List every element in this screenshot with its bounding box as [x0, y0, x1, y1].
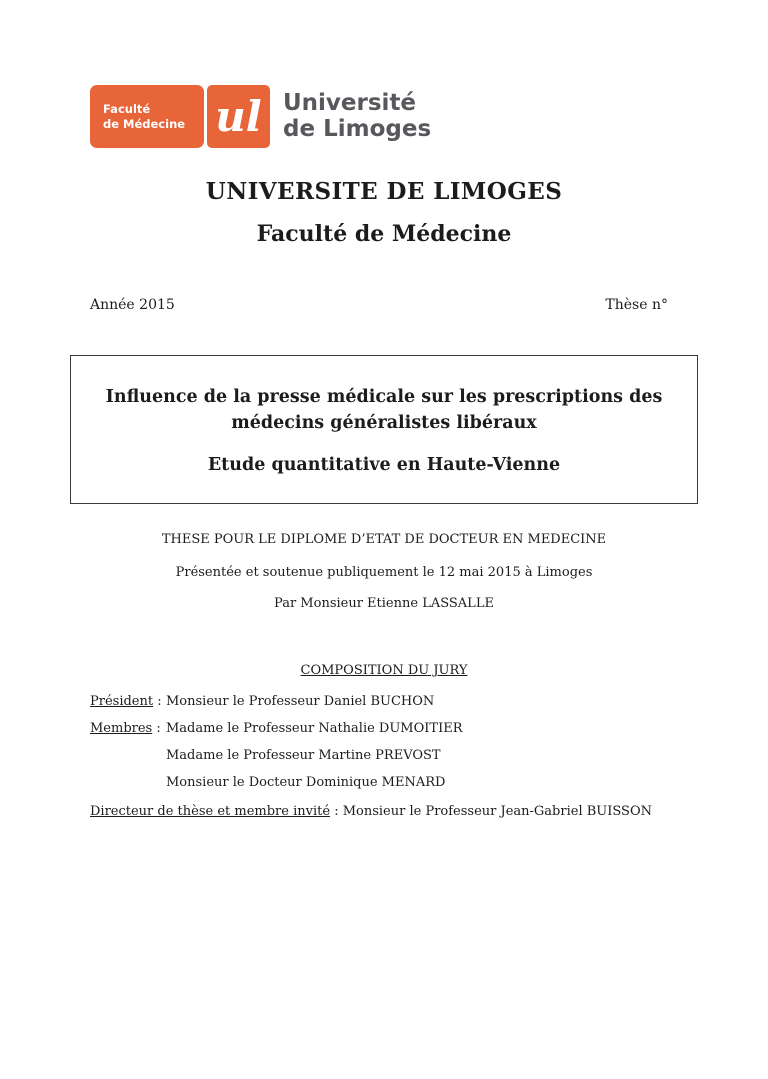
page-title: UNIVERSITE DE LIMOGES: [205, 178, 563, 205]
meta-row: [90, 297, 668, 313]
jury-label-spacer: [90, 748, 166, 765]
ul-monogram-icon: [207, 85, 270, 148]
thesis-number-label: Thèse n°: [605, 297, 668, 313]
jury-row-member: [90, 721, 698, 738]
thesis-cover-page: [0, 85, 768, 1079]
jury-director-label-text: Directeur de thèse et membre invité: [90, 803, 331, 819]
university-name-line1: Université: [283, 89, 417, 116]
ul-monogram-text: ul: [215, 91, 262, 141]
jury-member-name: Madame le Professeur Martine PREVOST: [166, 747, 441, 763]
jury-director-colon: :: [330, 803, 339, 819]
jury-members-label: [90, 721, 166, 738]
thesis-title-box: [70, 355, 698, 504]
jury-director-name: Monsieur le Professeur Jean-Gabriel BUISSON: [342, 803, 652, 819]
thesis-title-line2: Etude quantitative en Haute-Vienne: [207, 454, 561, 475]
jury-president-name: Monsieur le Professeur Daniel BUCHON: [166, 694, 435, 709]
year-label: Année 2015: [90, 297, 175, 313]
faculty-logo-line1: Faculté: [103, 101, 151, 116]
jury-row-member: [90, 775, 698, 792]
jury-list: [90, 694, 698, 819]
page-subtitle: Faculté de Médecine: [256, 221, 512, 247]
thesis-info: [0, 532, 768, 611]
jury-label-spacer: [90, 775, 166, 792]
jury-members-label-text: Membres: [90, 720, 153, 736]
thesis-author-line: Par Monsieur Etienne LASSALLE: [274, 596, 494, 611]
jury-member-name: Monsieur le Docteur Dominique MENARD: [166, 774, 446, 790]
thesis-diploma-line: THESE POUR LE DIPLOME D’ETAT DE DOCTEUR EN MEDECINE: [161, 532, 607, 547]
faculty-logo-line2: de Médecine: [103, 116, 186, 131]
thesis-defense-line: Présentée et soutenue publiquement le 12 mai 2015 à Limoges: [175, 565, 593, 580]
thesis-title-line1: Influence de la presse médicale sur les prescriptions des médecins généralistes libéraux: [105, 387, 663, 434]
faculty-logo-block: [90, 85, 204, 148]
jury-row-director: [90, 804, 698, 819]
jury-row-president: [90, 694, 698, 711]
jury-heading: COMPOSITION DU JURY: [300, 663, 468, 678]
jury-member-name: Madame le Professeur Nathalie DUMOITIER: [166, 720, 463, 736]
jury-president-colon: :: [153, 694, 162, 709]
jury-president-label-text: Président: [90, 694, 154, 709]
university-name-line2: de Limoges: [283, 115, 432, 142]
university-logo: [90, 85, 768, 148]
jury-row-member: [90, 748, 698, 765]
jury-members-colon: :: [152, 720, 161, 736]
jury-president-label: [90, 694, 166, 711]
university-logo-name: [283, 91, 431, 143]
